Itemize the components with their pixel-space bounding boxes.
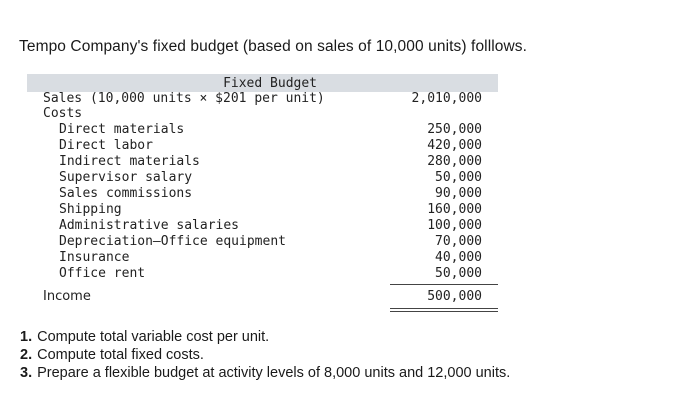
income-value: 500,000 bbox=[427, 289, 482, 304]
cost-label: Supervisor salary bbox=[59, 170, 193, 185]
question-text: Compute total variable cost per unit. bbox=[37, 329, 270, 345]
cost-value: 70,000 bbox=[435, 234, 482, 249]
cost-value: 160,000 bbox=[427, 202, 482, 217]
costs-heading-row bbox=[27, 106, 498, 122]
cost-row bbox=[27, 266, 498, 282]
total-double-rule-top bbox=[390, 308, 498, 309]
question-item bbox=[20, 346, 510, 364]
cost-label: Insurance bbox=[59, 250, 130, 265]
cost-value: 100,000 bbox=[427, 218, 482, 233]
fixed-budget-table bbox=[27, 74, 498, 314]
cost-label: Administrative salaries bbox=[59, 218, 240, 233]
question-number: 1. bbox=[20, 329, 33, 345]
question-list bbox=[20, 328, 510, 382]
cost-value: 250,000 bbox=[427, 122, 482, 137]
cost-row bbox=[27, 122, 498, 138]
cost-label: Direct labor bbox=[59, 138, 153, 153]
question-item bbox=[20, 364, 510, 382]
cost-value: 280,000 bbox=[427, 154, 482, 169]
cost-row bbox=[27, 218, 498, 234]
cost-row bbox=[27, 186, 498, 202]
sales-value: 2,010,000 bbox=[411, 91, 482, 106]
cost-row bbox=[27, 202, 498, 218]
cost-row bbox=[27, 250, 498, 266]
question-item bbox=[20, 328, 510, 346]
cost-value: 50,000 bbox=[435, 170, 482, 185]
costs-label: Costs bbox=[43, 106, 83, 121]
cost-label: Office rent bbox=[59, 266, 146, 281]
income-label: Income bbox=[43, 289, 91, 304]
cost-row bbox=[27, 234, 498, 250]
cost-label: Indirect materials bbox=[59, 154, 200, 169]
cost-label: Shipping bbox=[59, 202, 122, 217]
total-double-rule-bottom bbox=[390, 311, 498, 312]
problem-intro: Tempo Company's fixed budget (based on sales of 10,000 units) folllows. bbox=[19, 38, 528, 55]
sales-row bbox=[27, 91, 498, 107]
question-text: Prepare a flexible budget at activity levels of 8,000 units and 12,000 units. bbox=[37, 365, 511, 381]
cost-value: 40,000 bbox=[435, 250, 482, 265]
cost-label: Depreciation—Office equipment bbox=[59, 234, 286, 249]
sales-label: Sales (10,000 units × $201 per unit) bbox=[43, 91, 325, 106]
income-row bbox=[27, 289, 498, 305]
cost-value: 420,000 bbox=[427, 138, 482, 153]
cost-label: Direct materials bbox=[59, 122, 185, 137]
cost-row bbox=[27, 138, 498, 154]
cost-value: 90,000 bbox=[435, 186, 482, 201]
cost-label: Sales commissions bbox=[59, 186, 193, 201]
subtotal-rule bbox=[390, 284, 498, 285]
cost-row bbox=[27, 170, 498, 186]
column-header: Fixed Budget bbox=[223, 76, 317, 91]
cost-row bbox=[27, 154, 498, 170]
question-number: 2. bbox=[20, 347, 33, 363]
question-text: Compute total fixed costs. bbox=[37, 347, 204, 363]
question-number: 3. bbox=[20, 365, 33, 381]
cost-value: 50,000 bbox=[435, 266, 482, 281]
